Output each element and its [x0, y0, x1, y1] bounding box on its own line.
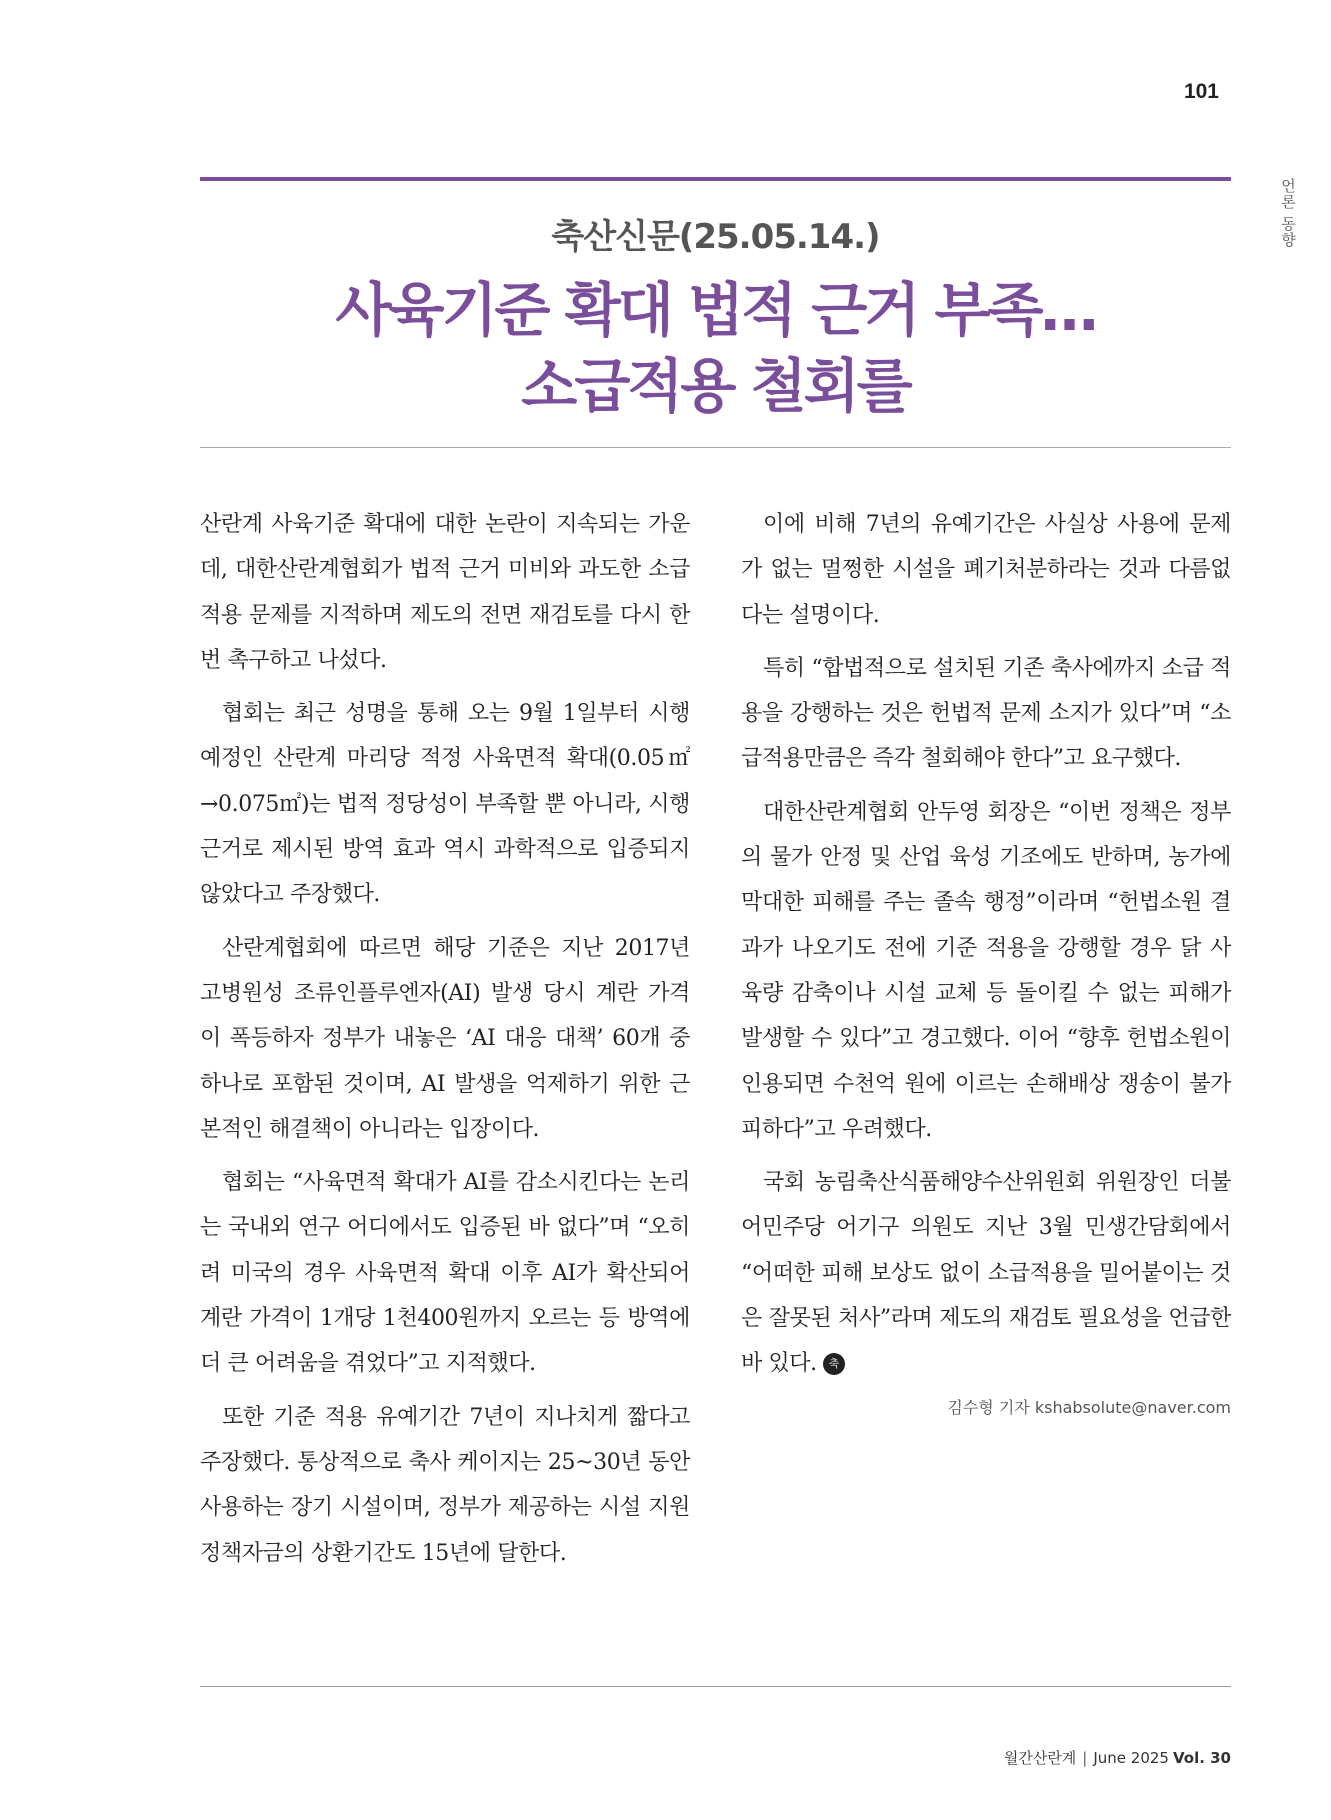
- article-paragraph: 협회는 “사육면적 확대가 AI를 감소시킨다는 논리는 국내외 연구 어디에서도 입증된 바 없다”며 “오히려 미국의 경우 사육면적 확대 이후 AI가 확산되어 계란 가격이 1개당 1천400원까지 오르는 등 방역에 더 큰 어려움을 겪었다”고 지적했다.: [200, 1170, 690, 1377]
- end-mark-icon: 축: [823, 1353, 845, 1375]
- issue-date: June 2025: [1093, 1749, 1169, 1767]
- article-paragraph-text: 국회 농림축산식품해양수산위원회 위원장인 더불어민주당 어기구 의원도 지난 3월 민생간담회에서 “어떠한 피해 보상도 없이 소급적용을 밀어붙이는 것은 잘못된 처사”라며 제도의 재검토 필요성을 언급한 바 있다.: [741, 1170, 1231, 1377]
- article-paragraph-last: [741, 1160, 1231, 1386]
- article-paragraph: 이에 비해 7년의 유예기간은 사실상 사용에 문제가 없는 멀쩡한 시설을 폐기처분하라는 것과 다름없다는 설명이다.: [741, 512, 1231, 628]
- footer-rule: [200, 1686, 1231, 1687]
- page-number: 101: [1183, 80, 1219, 103]
- article-paragraph: 또한 기준 적용 유예기간 7년이 지나치게 짧다고 주장했다. 통상적으로 축사 케이지는 25~30년 동안 사용하는 장기 시설이며, 정부가 제공하는 시설 지원 정책자금의 상환기간도 15년에 달한다.: [200, 1404, 690, 1566]
- article-paragraph: 산란계협회에 따르면 해당 기준은 지난 2017년 고병원성 조류인플루엔자(AI) 발생 당시 계란 가격이 폭등하자 정부가 내놓은 ‘AI 대응 대책’ 60개 중 하나로 포함된 것이며, AI 발생을 억제하기 위한 근본적인 해결책이 아니라는 입장이다.: [200, 935, 690, 1142]
- top-rule: [200, 177, 1231, 181]
- article-paragraph: 산란계 사육기준 확대에 대한 논란이 지속되는 가운데, 대한산란계협회가 법적 근거 미비와 과도한 소급적용 문제를 지적하며 제도의 전면 재검토를 다시 한 번 촉구하고 나섰다.: [200, 512, 690, 673]
- headline-line-2: 소급적용 철회를: [521, 352, 910, 420]
- footer-separator: |: [1082, 1749, 1088, 1767]
- byline: 김수형 기자 kshabsolute@naver.com: [947, 1397, 1231, 1417]
- publication-name: 월간산란계: [1003, 1749, 1077, 1767]
- article-column-right: [741, 502, 1231, 1418]
- article-paragraph: 특히 “합법적으로 설치된 기존 축사에까지 소급 적용을 강행하는 것은 헌법적 문제 소지가 있다”며 “소급적용만큼은 즉각 철회해야 한다”고 요구했다.: [741, 655, 1231, 772]
- headline-divider: [200, 447, 1231, 448]
- headline-line-1: 사육기준 확대 법적 근거 부족…: [335, 276, 1096, 344]
- article-column-left: [200, 502, 690, 1584]
- headline: [200, 272, 1231, 424]
- volume-number: Vol. 30: [1172, 1749, 1231, 1767]
- article-paragraph: 협회는 최근 성명을 통해 오는 9월 1일부터 시행 예정인 산란계 마리당 적정 사육면적 확대(0.05㎡→0.075㎡)는 법적 정당성이 부족할 뿐 아니라, 시행 근거로 제시된 방역 효과 역시 과학적으로 입증되지 않았다고 주장했다.: [200, 701, 690, 908]
- section-label: 언론 동향: [1279, 178, 1297, 248]
- article-paragraph: 대한산란계협회 안두영 회장은 “이번 정책은 정부의 물가 안정 및 산업 육성 기조에도 반하며, 농가에 막대한 피해를 주는 졸속 행정”이라며 “헌법소원 결과가 나오기도 전에 기준 적용을 강행할 경우 닭 사육량 감축이나 시설 교체 등 돌이킬 수 없는 피해가 발생할 수 있다”고 경고했다. 이어 “향후 헌법소원이 인용되면 수천억 원에 이르는 손해배상 쟁송이 불가피하다”고 우려했다.: [741, 799, 1231, 1142]
- footer: [1004, 1747, 1231, 1768]
- article-source: 축산신문(25.05.14.): [551, 217, 880, 257]
